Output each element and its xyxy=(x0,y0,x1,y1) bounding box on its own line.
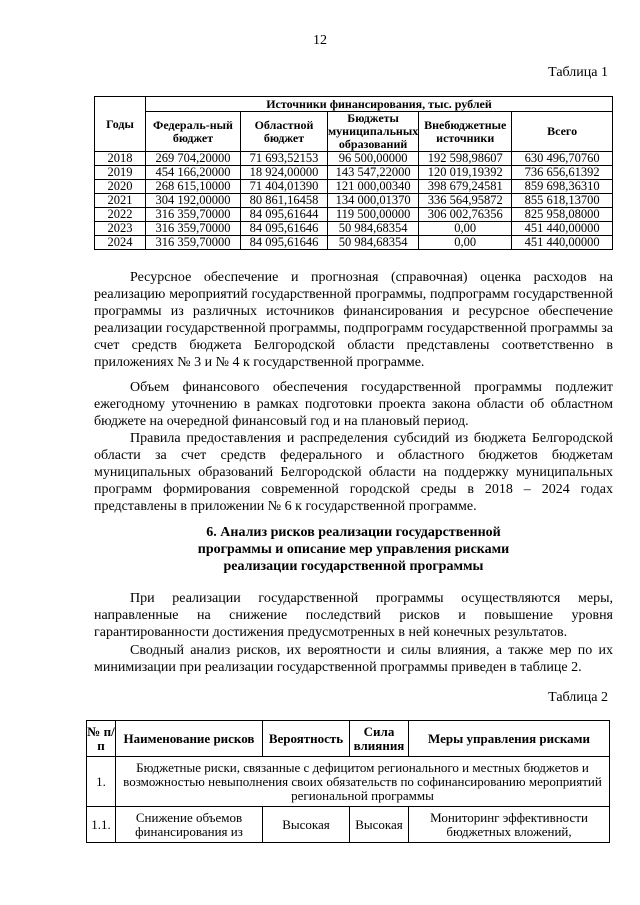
paragraph-subsidies: Правила предоставления и распределения субсидий из бюджета Белгородской области за счет средств федерального и областного бюджетов бюджетам муниципальных образований Белгородской области на поддержку муниципальных программ формирования современной городской среды в 2018 – 2024 годах представлены в приложении № 6 к государственной программе. xyxy=(94,431,613,514)
value-cell: 84 095,61646 xyxy=(241,222,328,236)
section-title-line2: программы и описание мер управления рисками xyxy=(197,542,510,557)
col-probability: Вероятность xyxy=(263,721,350,757)
year-cell: 2024 xyxy=(95,236,146,250)
value-cell: 50 984,68354 xyxy=(328,236,419,250)
col-header: Федераль-ный бюджет xyxy=(146,112,241,152)
value-cell: 120 019,19392 xyxy=(419,166,512,180)
value-cell: 71 693,52153 xyxy=(241,152,328,166)
value-cell: 121 000,00340 xyxy=(328,180,419,194)
paragraph-summary: Сводный анализ рисков, их вероятности и силы влияния, а также мер по их минимизации при реализации государственной программы приведен в таблице 2. xyxy=(94,643,613,675)
table-row xyxy=(95,166,613,180)
table-row xyxy=(87,757,610,807)
value-cell: 119 500,00000 xyxy=(328,208,419,222)
paragraph-resources: Ресурсное обеспечение и прогнозная (справочная) оценка расходов на реализацию мероприятий государственной программы, подпрограмм государственной программы из различных источников финансирования и ресурсное обеспечение реализации государственной программы, подпрограмм государственной программы за счет средств бюджета Белгородской области представлены соответственно в приложениях № 3 и № 4 к государственной программе. xyxy=(94,270,613,370)
value-cell: 71 404,01390 xyxy=(241,180,328,194)
col-risk-name: Наименование рисков xyxy=(116,721,263,757)
year-cell: 2023 xyxy=(95,222,146,236)
row-number: 1.1. xyxy=(87,807,116,843)
col-header: Бюджеты муниципальных образований xyxy=(328,111,419,151)
group-header: Источники финансирования, тыс. рублей xyxy=(146,97,613,112)
risk-impact: Высокая xyxy=(350,807,409,843)
paragraph-volume: Объем финансового обеспечения государственной программы подлежит ежегодному уточнению в рамках подготовки проекта закона области об областном бюджете на очередной финансовый год и на плановый период. xyxy=(94,380,613,429)
risk-probability: Высокая xyxy=(263,807,350,843)
value-cell: 736 656,61392 xyxy=(512,166,613,180)
value-cell: 316 359,70000 xyxy=(146,208,241,222)
year-cell: 2020 xyxy=(95,180,146,194)
table2-caption: Таблица 2 xyxy=(548,690,608,705)
risk-name: Снижение объемов финансирования из xyxy=(116,807,263,843)
value-cell: 80 861,16458 xyxy=(241,194,328,208)
value-cell: 336 564,95872 xyxy=(419,194,512,208)
value-cell: 451 440,00000 xyxy=(512,222,613,236)
value-cell: 630 496,70760 xyxy=(512,152,613,166)
value-cell: 18 924,00000 xyxy=(241,166,328,180)
value-cell: 269 704,20000 xyxy=(146,152,241,166)
risks-table xyxy=(86,720,610,843)
value-cell: 268 615,10000 xyxy=(146,180,241,194)
value-cell: 0,00 xyxy=(419,236,512,250)
col-header: Внебюджетные источники xyxy=(419,112,512,152)
table-row xyxy=(87,807,610,843)
value-cell: 398 679,24581 xyxy=(419,180,512,194)
risk-measures: Мониторинг эффективности бюджетных вложений, xyxy=(409,807,610,843)
page-number: 12 xyxy=(313,33,327,48)
table-row xyxy=(95,194,613,208)
table-row xyxy=(95,222,613,236)
table-row xyxy=(95,208,613,222)
value-cell: 825 958,08000 xyxy=(512,208,613,222)
col-number: № п/п xyxy=(87,721,116,757)
year-cell: 2021 xyxy=(95,194,146,208)
value-cell: 0,00 xyxy=(419,222,512,236)
value-cell: 859 698,36310 xyxy=(512,180,613,194)
value-cell: 134 000,01370 xyxy=(328,194,419,208)
value-cell: 855 618,13700 xyxy=(512,194,613,208)
value-cell: 84 095,61644 xyxy=(241,208,328,222)
table1-caption: Таблица 1 xyxy=(548,65,608,80)
value-cell: 84 095,61646 xyxy=(241,236,328,250)
table-row xyxy=(95,152,613,166)
year-cell: 2018 xyxy=(95,152,146,166)
value-cell: 451 440,00000 xyxy=(512,236,613,250)
col-years: Годы xyxy=(95,97,146,152)
year-cell: 2022 xyxy=(95,208,146,222)
value-cell: 316 359,70000 xyxy=(146,236,241,250)
value-cell: 192 598,98607 xyxy=(419,152,512,166)
table-row xyxy=(95,236,613,250)
value-cell: 454 166,20000 xyxy=(146,166,241,180)
row-number: 1. xyxy=(87,757,116,807)
value-cell: 50 984,68354 xyxy=(328,222,419,236)
value-cell: 143 547,22000 xyxy=(328,166,419,180)
section-title-line1: 6. Анализ рисков реализации государственной xyxy=(206,525,501,540)
table-row xyxy=(95,180,613,194)
year-cell: 2019 xyxy=(95,166,146,180)
col-header: Всего xyxy=(512,112,613,152)
risk-group-text: Бюджетные риски, связанные с дефицитом регионального и местных бюджетов и возможностью невыполнения своих обязательств по софинансированию мероприятий региональной программы xyxy=(116,757,610,807)
value-cell: 96 500,00000 xyxy=(328,152,419,166)
value-cell: 306 002,76356 xyxy=(419,208,512,222)
value-cell: 316 359,70000 xyxy=(146,222,241,236)
col-impact: Сила влияния xyxy=(350,721,409,757)
financing-table xyxy=(94,96,613,250)
col-measures: Меры управления рисками xyxy=(409,721,610,757)
col-header: Областной бюджет xyxy=(241,112,328,152)
value-cell: 304 192,00000 xyxy=(146,194,241,208)
paragraph-measures: При реализации государственной программы осуществляются меры, направленные на снижение последствий рисков и повышение уровня гарантированности достижения предусмотренных в ней конечных результатов. xyxy=(94,591,613,640)
section-title-line3: реализации государственной программы xyxy=(223,559,484,574)
